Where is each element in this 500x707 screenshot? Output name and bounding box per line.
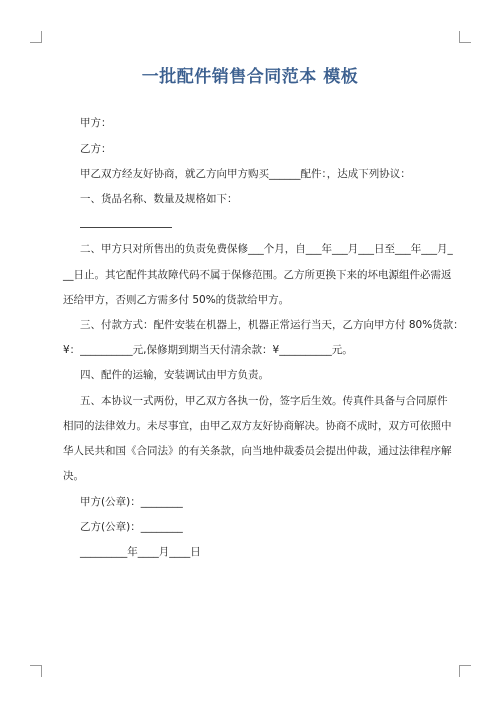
agreement-intro: 甲乙双方经友好协商，就乙方向甲方购买______配件：，达成下列协议： [80, 168, 411, 180]
clause-2-line-1: 二、甲方只对所售出的负责免费保修___个月，自___年___月___日至___年___月_ [80, 243, 453, 255]
clause-5-line-1: 五、本协议一式两份，甲乙双方各执一份，签字后生效。传真件具备与合同原件 [80, 395, 448, 407]
signing-date: _________年____月____日 [80, 546, 201, 558]
party-b-seal: 乙方(公章)：________ [80, 521, 183, 533]
clause-3-line-1: 三、付款方式：配件安装在机器上，机器正常运行当天，乙方向甲方付 80%货款： [80, 319, 464, 331]
clause-5-line-2: 相同的法律效力。未尽事宜，由甲乙双方友好协商解决。协商不成时，双方可依照中 [63, 420, 452, 432]
party-a-seal: 甲方(公章)：________ [80, 496, 183, 508]
crop-mark-top-right [459, 31, 471, 43]
document-title: 一批配件销售合同范本 模板 [141, 67, 359, 87]
clause-2-line-3: 还给甲方，否则乙方需多付 50%的货款给甲方。 [63, 294, 290, 306]
crop-mark-top-left [30, 31, 42, 43]
clause-3-line-2: ¥：__________元,保修期到期当天付清余款：¥__________元。 [63, 344, 353, 356]
clause-5-line-4: 决。 [63, 470, 84, 482]
crop-mark-bottom-left [30, 665, 42, 677]
crop-mark-bottom-right [459, 665, 471, 677]
clause-2-line-2: __日止。其它配件其故障代码不属于保修范围。乙方所更换下来的坏电源组件必需返 [63, 269, 452, 281]
party-a-line: 甲方： [80, 117, 112, 129]
clause-1-heading: 一、货品名称、数量及规格如下： [80, 193, 238, 205]
clause-5-line-3: 华人民共和国《合同法》的有关条款，向当地仲裁委员会提出仲裁，通过法律程序解 [63, 445, 452, 457]
party-b-line: 乙方： [80, 143, 112, 155]
clause-4-line: 四、配件的运输，安装调试由甲方负责。 [80, 369, 269, 381]
goods-spec-blank [80, 227, 172, 228]
